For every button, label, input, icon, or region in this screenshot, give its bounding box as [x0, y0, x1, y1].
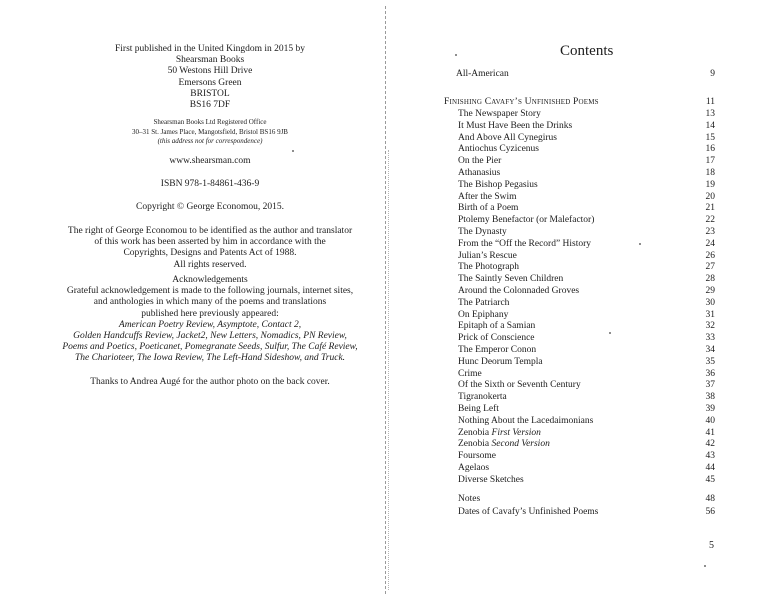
toc-entry-subtitle: First Version — [491, 427, 541, 438]
toc-entry-page: 18 — [705, 168, 715, 178]
toc-entry-title: Notes — [458, 494, 481, 504]
toc-entry-title: All-American — [456, 69, 509, 79]
toc-entry-title: Antiochus Cyzicenus — [458, 144, 540, 155]
toc-entry — [0, 380, 776, 392]
toc-entry-title: After the Swim — [458, 191, 517, 202]
toc-entry-page: 33 — [705, 333, 715, 344]
toc-entry-page: 27 — [705, 262, 715, 273]
toc-entry-title: Athanasius — [458, 168, 501, 178]
toc-entry — [0, 392, 776, 404]
page-number: 5 — [709, 540, 714, 551]
scan-speck — [704, 565, 706, 567]
toc-entry-page: 16 — [705, 144, 715, 155]
website: www.shearsman.com — [169, 156, 251, 166]
registered-office-address: 30–31 St. James Place, Mangotsfield, Bristol BS16 9JB — [132, 127, 288, 136]
toc-entry — [0, 215, 776, 227]
toc-entry — [0, 286, 776, 298]
acknowledgements-heading: Acknowledgements — [172, 275, 248, 285]
scan-speck — [292, 150, 294, 152]
toc-entry-page: 37 — [705, 380, 715, 391]
toc-entry-page: 42 — [705, 439, 715, 450]
toc-entry-title: Around the Colonnaded Groves — [458, 286, 580, 296]
registered-office-note: (this address not for correspondence) — [157, 137, 263, 146]
toc-entry-title: Zenobia First Version — [458, 427, 541, 438]
toc-entry — [0, 239, 776, 251]
rights-line: of this work has been asserted by him in accordance with the — [94, 237, 326, 248]
toc-entry-page: 26 — [705, 250, 715, 261]
publisher-city: BRISTOL — [190, 88, 230, 99]
publisher-address-line: Emersons Green — [178, 77, 242, 88]
toc-entry — [0, 203, 776, 215]
toc-entry-title: The Saintly Seven Children — [458, 274, 564, 285]
isbn: ISBN 978-1-84861-436-9 — [160, 179, 260, 189]
toc-entry-page: 22 — [705, 215, 715, 226]
scan-speck — [639, 243, 641, 245]
toc-entry-title: The Emperor Conon — [458, 345, 537, 355]
toc-entry-page: 39 — [705, 404, 715, 414]
toc-entry-title: Crime — [458, 368, 482, 379]
scan-speck — [609, 332, 611, 334]
toc-entry — [0, 259, 776, 274]
toc-entry-page: 15 — [705, 132, 715, 143]
toc-entry-title: On Epiphany — [458, 309, 509, 320]
toc-entry-page: 21 — [705, 203, 715, 214]
toc-entry — [0, 156, 776, 168]
toc-entry — [0, 369, 776, 381]
toc-entry-page: 14 — [705, 120, 715, 131]
toc-entry — [0, 428, 776, 440]
toc-entry — [0, 144, 776, 156]
toc-entry-title: On the Pier — [458, 156, 502, 167]
toc-entry-page: 20 — [705, 191, 715, 202]
toc-entry — [0, 404, 776, 416]
rights-line: Copyrights, Designs and Patents Act of 1988. — [123, 248, 297, 259]
copyright-notice: Copyright © George Economou, 2015. — [136, 202, 284, 212]
toc-entry-page: 9 — [710, 69, 715, 79]
rights-line: All rights reserved. — [173, 259, 247, 270]
toc-entry-title: Julian’s Rescue — [458, 250, 517, 261]
toc-entry-title: Diverse Sketches — [458, 474, 524, 485]
toc-entry-subtitle: Second Version — [491, 439, 550, 450]
toc-entry — [0, 463, 776, 475]
toc-entry-page: 40 — [705, 415, 715, 426]
toc-entry — [0, 97, 776, 109]
toc-entry-title: The Photograph — [458, 262, 519, 273]
publisher-postcode: BS16 7DF — [189, 100, 231, 111]
toc-entry-page: 36 — [705, 368, 715, 379]
toc-entry-title: Agelaos — [458, 463, 490, 473]
toc-entry-title: Foursome — [458, 451, 496, 462]
toc-entry-title: The Bishop Pegasius — [458, 179, 538, 190]
toc-entry-page: 23 — [705, 227, 715, 237]
toc-entry — [0, 416, 776, 428]
toc-entry-title: Hunc Deorum Templa — [458, 356, 543, 367]
toc-entry — [0, 310, 776, 322]
toc-entry-title: Being Left — [458, 404, 499, 414]
toc-entry-title: Epitaph of a Samian — [458, 321, 536, 332]
journal-list-line: Poems and Poetics, Poeticanet, Pomegranate Seeds, Sulfur, The Café Review, — [62, 342, 358, 353]
toc-entry-page: 17 — [705, 156, 715, 167]
toc-entry — [0, 345, 776, 357]
toc-entry-title: Finishing Cavafy’s Unfinished Poems — [444, 97, 599, 107]
scan-speck — [455, 54, 457, 56]
toc-entry-page: 31 — [705, 309, 715, 320]
toc-entry — [0, 333, 776, 345]
toc-entry — [0, 69, 776, 81]
toc-entry-page: 32 — [705, 321, 715, 332]
toc-entry — [0, 227, 776, 239]
toc-entry — [0, 494, 776, 506]
rights-line: The right of George Economou to be identified as the author and translator — [67, 226, 353, 236]
toc-entry-title: Ptolemy Benefactor (or Malefactor) — [458, 215, 595, 226]
toc-entry-page: 30 — [705, 297, 715, 308]
toc-entry-title: Tigranokerta — [458, 392, 507, 403]
toc-entry-title: Nothing About the Lacedaimonians — [458, 415, 594, 426]
toc-entry-page: 35 — [705, 356, 715, 367]
contents-title: Contents — [560, 43, 614, 59]
toc-entry-title: Birth of a Poem — [458, 203, 519, 214]
toc-entry-page: 41 — [705, 427, 715, 438]
toc-entry-page: 45 — [705, 474, 715, 485]
toc-entry-page: 44 — [705, 463, 715, 473]
toc-entry-title: Zenobia Second Version — [458, 439, 550, 450]
toc-entry-page: 29 — [705, 286, 715, 296]
toc-entry — [0, 298, 776, 310]
acknowledgements-text: published here previously appeared: — [141, 308, 279, 319]
toc-entry-page: 19 — [705, 179, 715, 190]
toc-entry — [0, 507, 776, 519]
toc-entry — [0, 168, 776, 180]
publisher-name: Shearsman Books — [175, 55, 245, 66]
journal-list-line: Golden Handcuffs Review, Jacket2, New Letters, Nomadics, PN Review, — [73, 331, 347, 342]
toc-entry-page: 43 — [705, 451, 715, 462]
toc-entry-page: 38 — [705, 392, 715, 403]
toc-entry-title: Dates of Cavafy’s Unfinished Poems — [458, 506, 599, 517]
toc-entry — [0, 439, 776, 451]
journal-list-line: American Poetry Review, Asymptote, Contact 2, — [118, 319, 302, 330]
toc-entry-page: 56 — [705, 506, 715, 517]
toc-entry — [0, 109, 776, 121]
toc-entry — [0, 180, 776, 192]
toc-entry-page: 24 — [705, 238, 715, 249]
toc-entry — [0, 451, 776, 463]
toc-entry — [0, 133, 776, 145]
publisher-address-line: 50 Westons Hill Drive — [167, 66, 253, 77]
toc-entry-page: 28 — [705, 274, 715, 285]
toc-entry-page: 48 — [705, 494, 715, 504]
toc-entry-page: 11 — [705, 97, 715, 107]
toc-entry — [0, 251, 776, 263]
toc-entry-title: The Newspaper Story — [458, 109, 541, 119]
toc-entry-title: And Above All Cynegirus — [458, 132, 557, 143]
toc-entry-title: The Dynasty — [458, 227, 507, 237]
toc-entry — [0, 475, 776, 487]
toc-entry-title: The Patriarch — [458, 297, 510, 308]
toc-entry — [0, 192, 776, 204]
journal-list-line: The Charioteer, The Iowa Review, The Left-Hand Sideshow, and Truck. — [74, 353, 346, 364]
photo-credit: Thanks to Andrea Augé for the author photo on the back cover. — [90, 377, 330, 387]
toc-entry-title: Prick of Conscience — [458, 333, 535, 344]
toc-entry-page: 13 — [705, 109, 715, 119]
toc-entry-title: From the “Off the Record” History — [458, 238, 592, 249]
toc-entry — [0, 321, 776, 333]
publisher-line: First published in the United Kingdom in 2015 by — [115, 44, 305, 54]
toc-entry — [0, 357, 776, 369]
toc-entry-title: Of the Sixth or Seventh Century — [458, 380, 581, 391]
toc-entry — [0, 121, 776, 133]
toc-entry — [0, 274, 776, 286]
acknowledgements-text: and anthologies in which many of the poems and translations — [93, 297, 327, 308]
acknowledgements-text: Grateful acknowledgement is made to the following journals, internet sites, — [66, 286, 354, 297]
registered-office-title: Shearsman Books Ltd Registered Office — [153, 118, 267, 126]
toc-entry-title: It Must Have Been the Drinks — [458, 120, 573, 131]
toc-entry-page: 34 — [705, 345, 715, 355]
